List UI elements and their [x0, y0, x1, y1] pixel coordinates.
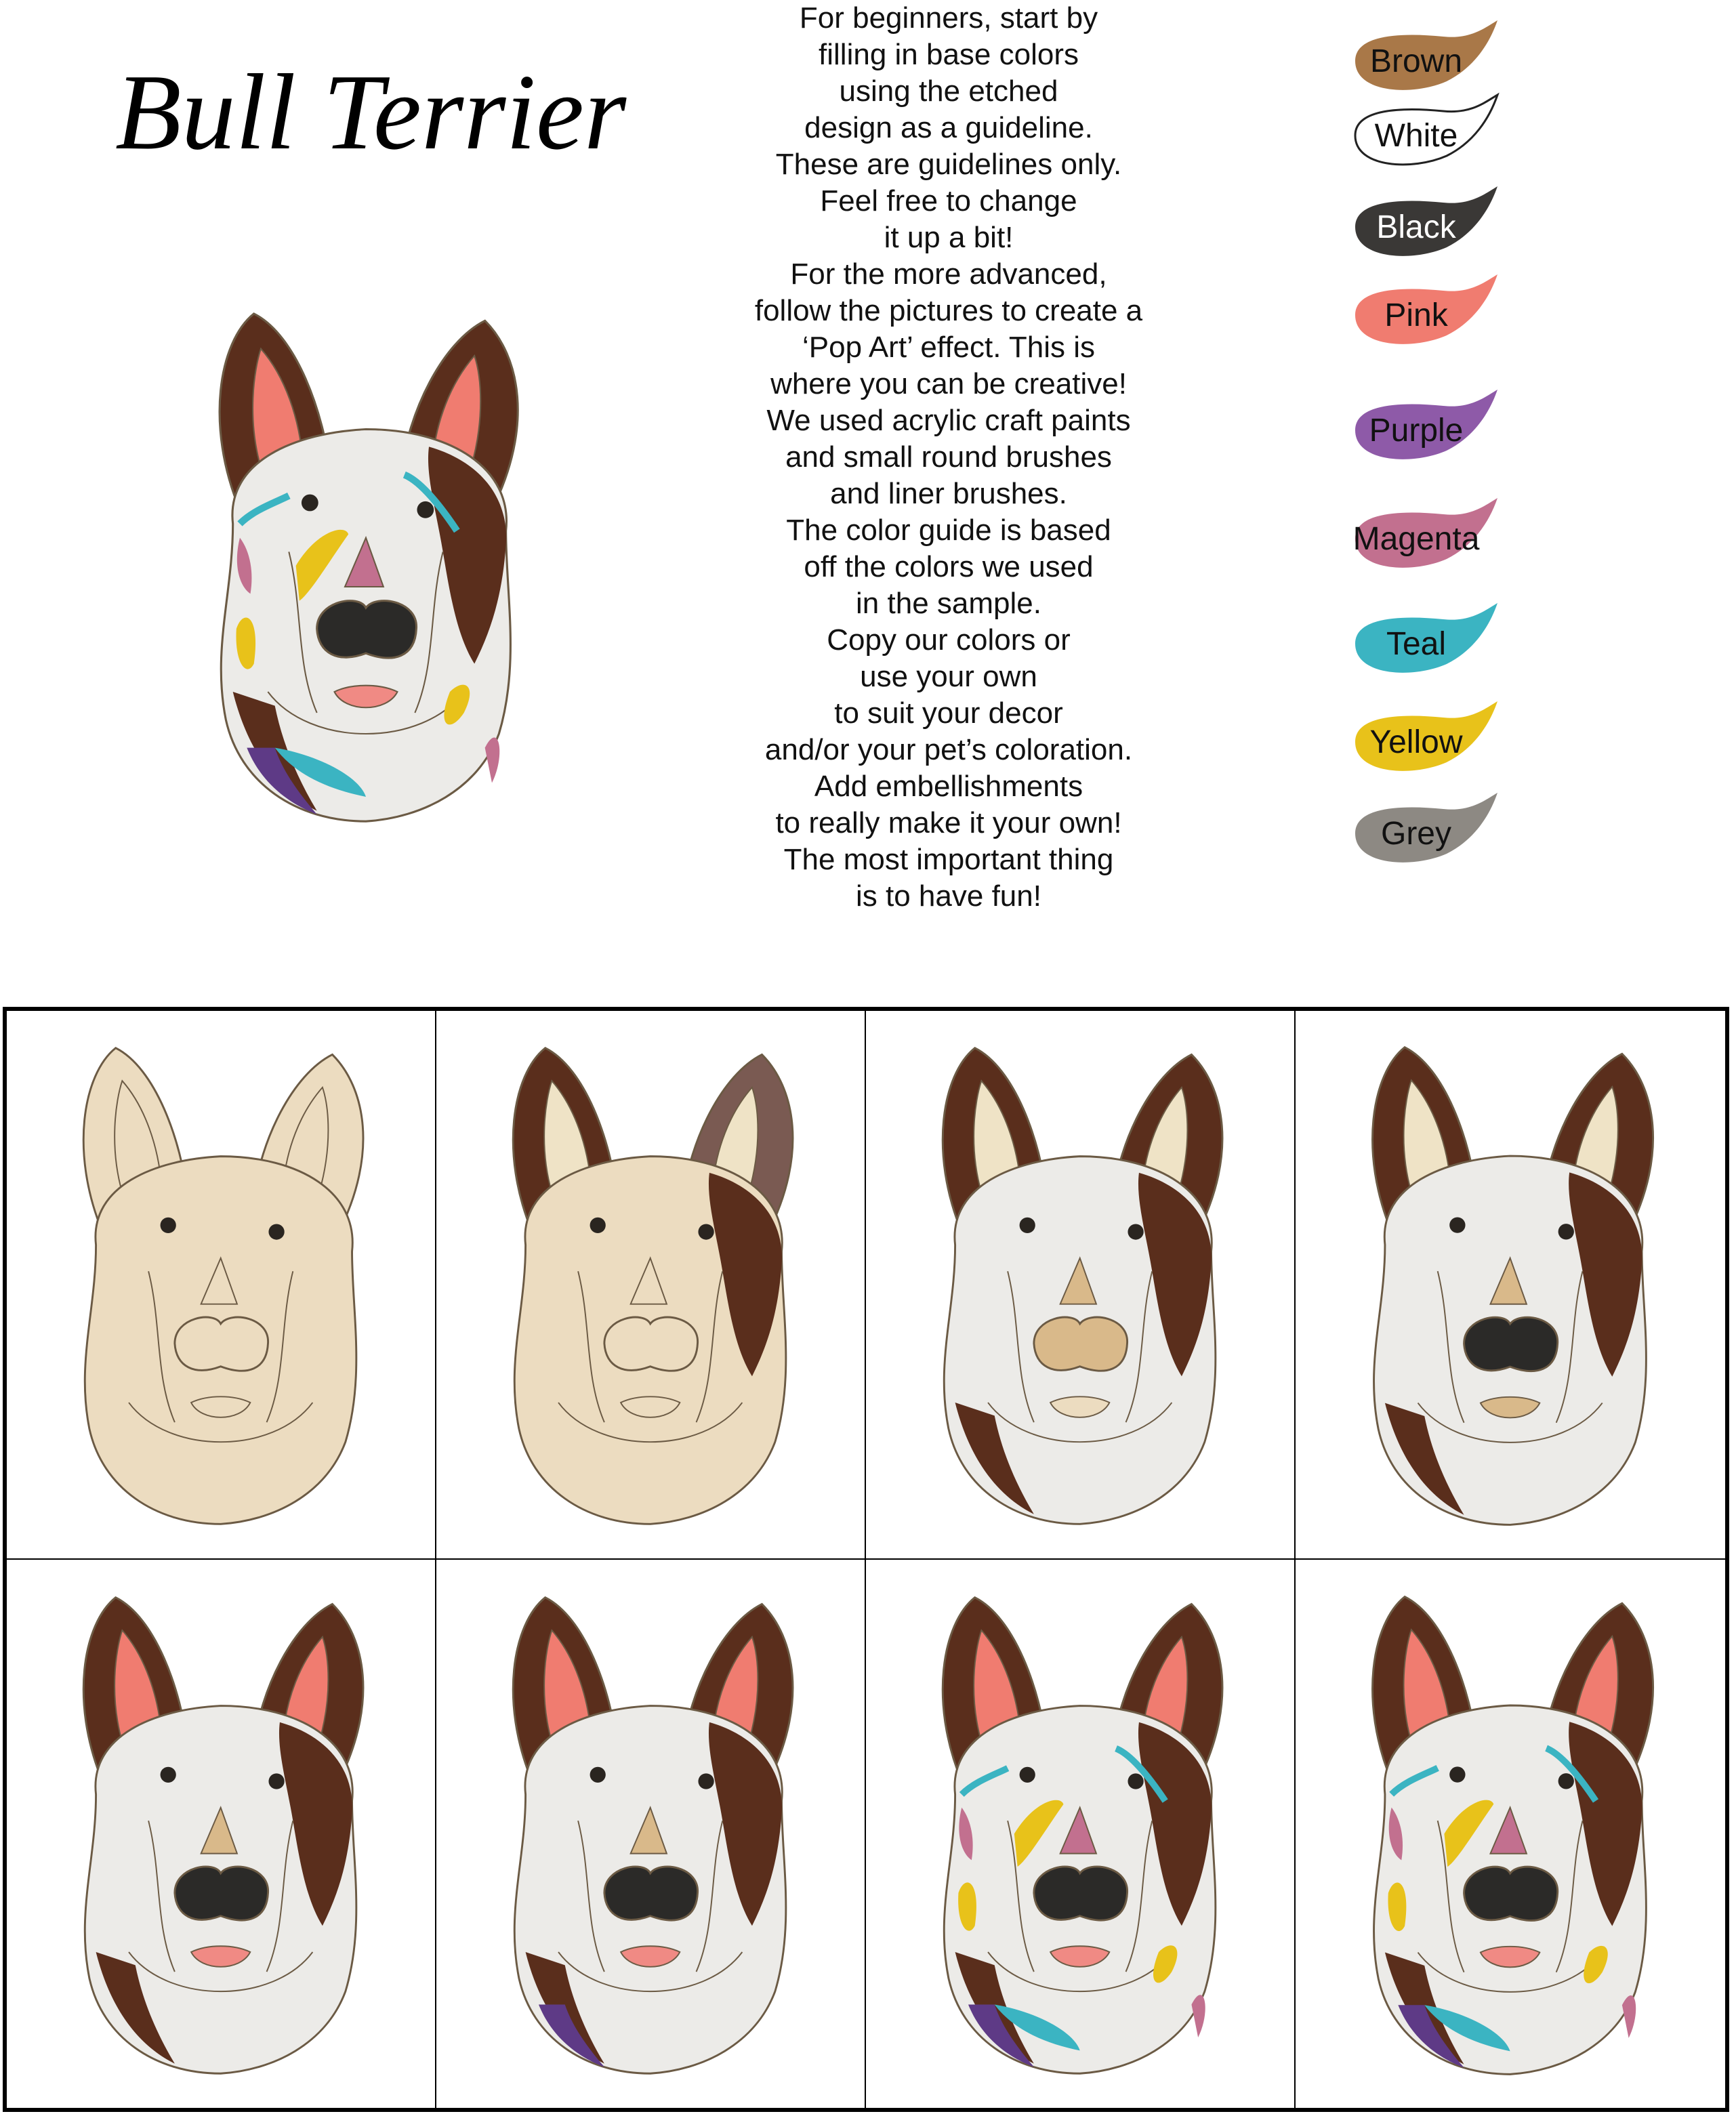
instruction-line: using the etched	[839, 75, 1058, 108]
instruction-line: use your own	[860, 660, 1037, 693]
step-cell-7	[866, 1560, 1296, 2109]
step-cell-5	[7, 1560, 436, 2109]
instruction-line: Add embellishments	[814, 770, 1083, 803]
instruction-line: to really make it your own!	[775, 806, 1122, 839]
step-grid	[3, 1007, 1729, 2112]
step-cell-6	[436, 1560, 866, 2109]
dog-head-image	[1313, 1571, 1708, 2097]
swatch-label: Purple	[1369, 412, 1464, 449]
instruction-line: is to have fun!	[856, 879, 1041, 913]
dog-head-image	[24, 1571, 417, 2097]
instruction-line: For beginners, start by	[799, 1, 1098, 35]
swatch-label: Black	[1376, 209, 1456, 245]
instruction-line: These are guidelines only.	[775, 148, 1122, 181]
instruction-line: Feel free to change	[820, 184, 1077, 217]
instruction-line: design as a guideline.	[804, 111, 1093, 144]
swatch-label: Yellow	[1369, 724, 1463, 760]
instruction-line: off the colors we used	[804, 550, 1094, 583]
dog-head-image	[883, 1571, 1277, 2097]
swatch-label: Brown	[1369, 43, 1463, 79]
dog-head-image	[453, 1022, 847, 1547]
instruction-line: The most important thing	[783, 843, 1114, 876]
instruction-line: For the more advanced,	[790, 257, 1107, 291]
dog-head-image	[883, 1022, 1277, 1547]
instruction-line: ‘Pop Art’ effect. This is	[802, 331, 1096, 364]
step-cell-3	[866, 1011, 1296, 1560]
swatch-black	[1328, 180, 1504, 274]
instruction-line: to suit your decor	[834, 697, 1063, 730]
step-cell-8	[1296, 1560, 1725, 2109]
step-cell-2	[436, 1011, 866, 1560]
instruction-line: and/or your pet’s coloration.	[764, 733, 1133, 766]
swatch-label: Grey	[1380, 815, 1451, 852]
swatch-yellow	[1328, 694, 1504, 789]
step-cell-4	[1296, 1011, 1725, 1560]
dog-head-image	[453, 1571, 847, 2097]
swatch-grey	[1328, 786, 1504, 881]
swatch-teal	[1328, 596, 1504, 691]
page-title: Bull Terrier	[115, 51, 627, 172]
swatch-label: Magenta	[1352, 520, 1480, 557]
instructions-text	[711, 0, 1186, 915]
swatch-label: White	[1374, 117, 1458, 154]
dog-head-image	[1313, 1022, 1708, 1547]
swatch-magenta	[1328, 491, 1504, 586]
dog-head-image	[24, 1022, 417, 1547]
instruction-line: and small round brushes	[785, 440, 1112, 474]
instruction-line: We used acrylic craft paints	[766, 404, 1131, 437]
swatch-white	[1328, 88, 1504, 183]
instruction-line: filling in base colors	[819, 38, 1079, 71]
instruction-line: Copy our colors or	[827, 623, 1071, 657]
finished-sample-image	[156, 251, 576, 881]
swatch-label: Pink	[1384, 297, 1448, 333]
swatch-label: Teal	[1386, 625, 1447, 662]
instruction-line: it up a bit!	[884, 221, 1014, 254]
instruction-line: where you can be creative!	[770, 367, 1127, 400]
swatch-purple	[1328, 383, 1504, 478]
swatch-pink	[1328, 268, 1504, 362]
instruction-line: in the sample.	[856, 587, 1041, 620]
dog-head-image	[156, 251, 576, 881]
instruction-line: follow the pictures to create a	[754, 294, 1143, 327]
step-cell-1	[7, 1011, 436, 1560]
instruction-line: The color guide is based	[786, 514, 1111, 547]
instruction-line: and liner brushes.	[830, 477, 1067, 510]
